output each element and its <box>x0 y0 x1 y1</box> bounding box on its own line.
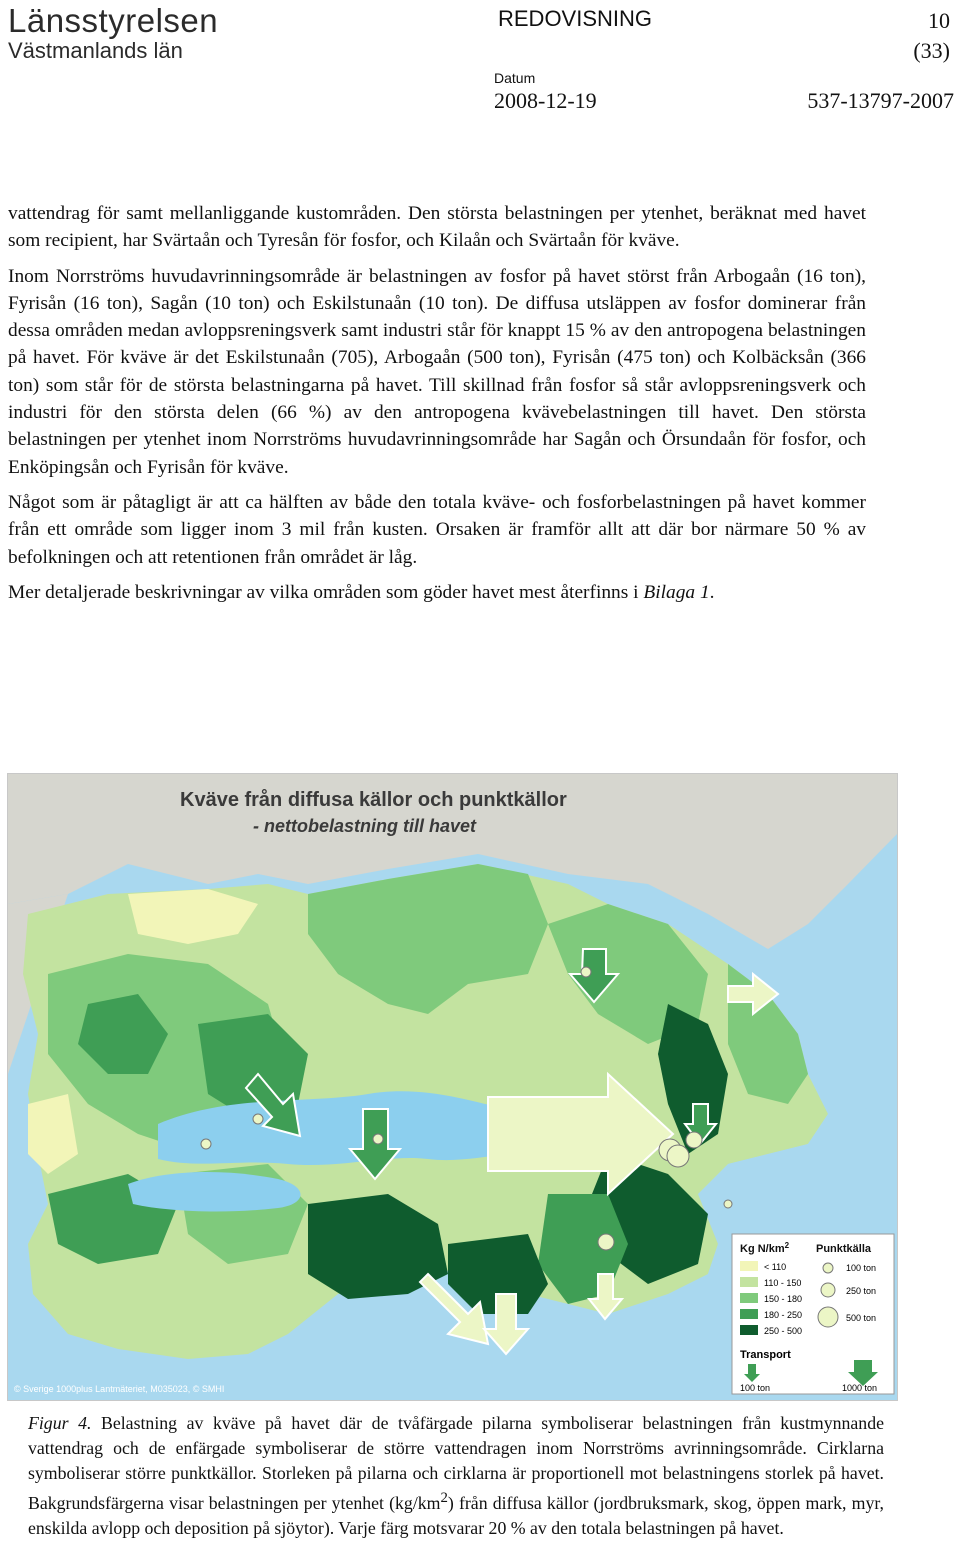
legend-point-label: 250 ton <box>846 1286 877 1296</box>
paragraph: Inom Norrströms huvudavrinningsområde är belastningen av fosfor på havet störst från Arbogaån (16 ton), Fyrisån (16 ton), Sagån (10 ton) och Eskilstunaån (10 ton). De diffusa utsläppen av fosfor dominerar från dessa områden medan avloppsreningsverk samt industri står för knappt 15 % av den antropogena belastningen på havet. För kväve är det Eskilstunaån (705), Arbogaån (500 ton), Fyrisån (475 ton) och Kolbäcksån (366 ton) som står för de största belastningarna på havet. Till skillnad från fosfor så står avloppsreningsverk och industri för den största delen (66 %) av den antropogena kvävebelastningen till havet. Den största belastningen per ytenhet inom Norrströms huvudavrinningsområde har Sagån och Örsundaån för fosfor, och Enköpingsån och Fyrisån för kväve. <box>8 265 866 478</box>
map-title: Kväve från diffusa källor och punktkällor <box>180 789 567 811</box>
page-total: (33) <box>913 38 950 63</box>
legend-point-circle <box>818 1307 838 1327</box>
point-source-circle <box>598 1234 614 1250</box>
legend-class-label: 250 - 500 <box>764 1326 803 1336</box>
point-source-circle <box>253 1114 263 1124</box>
appendix-reference: Bilaga 1 <box>643 581 710 603</box>
map-graphic <box>8 774 897 1400</box>
legend-class-label: < 110 <box>764 1262 787 1272</box>
caption-superscript: 2 <box>440 1490 448 1506</box>
document-date: 2008-12-19 <box>494 88 597 113</box>
point-source-circle <box>686 1132 702 1148</box>
paragraph: vattendrag för samt mellanliggande kustområden. Den största belastningen per ytenhet, beräknat med havet som recipient, har Svärtaån och Tyresån för fosfor, och Kilaån och Svärtaån för kväve. <box>8 203 866 252</box>
paragraph: Något som är påtagligt är att ca hälften av både den totala kväve- och fosforbelastningen på havet kommer från ett område som ligger inom 3 mil från kusten. Orsaken är framför allt att där bor närmare 50 % av befolkningen och att retentionen från området är låg. <box>8 491 866 568</box>
organization-logo <box>8 4 218 64</box>
document-type: REDOVISNING <box>498 6 653 31</box>
map-subtitle: - nettobelastning till havet <box>253 816 477 836</box>
page-number: 10 <box>928 8 950 33</box>
legend-swatch <box>740 1309 758 1319</box>
legend-transport-small: 100 ton <box>740 1383 771 1393</box>
paragraph: Mer detaljerade beskrivningar av vilka områden som göder havet mest återfinns i Bilaga 1. <box>8 581 715 603</box>
legend-class-label: 150 - 180 <box>764 1294 803 1304</box>
legend-point-label: 100 ton <box>846 1263 877 1273</box>
legend-transport-header: Transport <box>740 1349 791 1361</box>
legend-swatch <box>740 1325 758 1335</box>
body-text <box>8 200 866 614</box>
nitrogen-load-map <box>7 773 898 1401</box>
legend-class-label: 110 - 150 <box>764 1278 802 1288</box>
map-copyright: © Sverige 1000plus Lantmäteriet, M035023, © SMHI <box>14 1384 225 1394</box>
point-source-circle <box>373 1134 383 1144</box>
figure-caption <box>28 1411 884 1541</box>
legend-class-label: 180 - 250 <box>764 1310 803 1320</box>
point-source-circle <box>201 1139 211 1149</box>
figure-label: Figur 4. <box>28 1413 92 1433</box>
caption-text: Belastning av kväve på havet där de tvåfärgade pilarna symboliserar belastningen från kustmynnande vattendrag och de enfärgade symboliserar de större vattendragen inom Norrströms avrinningsområde. Cirklarna symboliserar större punktkällor. Storleken på pilarna och cirklarna är proportionell mot belastningens storlek på havet. Bakgrundsfärgerna visar belastningen per ytenhet (kg/km <box>28 1413 884 1513</box>
legend-point-circle <box>821 1283 835 1297</box>
legend-transport-large: 1000 ton <box>842 1383 878 1393</box>
legend-point-label: 500 ton <box>846 1313 877 1323</box>
legend-punkt-header: Punktkälla <box>816 1243 872 1255</box>
document-reference: 537-13797-2007 <box>807 88 954 113</box>
legend-swatch <box>740 1277 758 1287</box>
legend-kg-header: Kg $N/km^2$ <box>740 1241 790 1255</box>
point-source-circle <box>724 1200 732 1208</box>
point-source-circle <box>581 967 591 977</box>
logo-org-name: Länsstyrelsen <box>8 2 219 39</box>
logo-county-name: Västmanlands län <box>8 38 183 63</box>
legend-swatch <box>740 1261 758 1271</box>
map-legend <box>732 1234 894 1394</box>
legend-point-circle <box>823 1263 833 1273</box>
page-indicator <box>913 6 950 66</box>
paragraph-text: Mer detaljerade beskrivningar av vilka områden som göder havet mest återfinns i <box>8 581 639 603</box>
legend-swatch <box>740 1293 758 1303</box>
caption-text-end: ) från diffusa källor (jordbruksmark, skog, öppen mark, myr, enskilda avlopp och deposition på sjöytor). Varje färg motsvarar 20 % av den totala belastningen på havet. <box>28 1492 884 1538</box>
date-label: Datum <box>494 70 536 86</box>
point-source-circle <box>667 1145 689 1167</box>
